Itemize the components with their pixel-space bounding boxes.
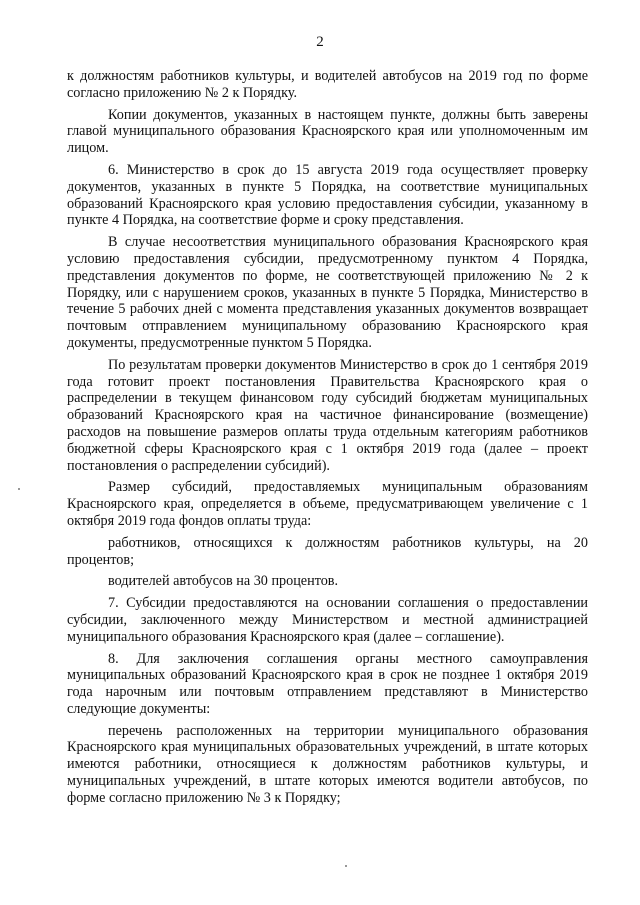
scan-speck: [345, 865, 347, 867]
page-number: 2: [316, 34, 324, 50]
paragraph-institutions-list: перечень расположенных на территории муниципального образования Красноярского края муниципальных образовательных учреждений, в штате которых имеются работники, относящиеся к должностям работников культуры, и муниципальных учреждений, в штате которых имеются водители автобусов, по форме согласно приложению № 3 к Порядку;: [67, 722, 588, 806]
paragraph-nonconformity: В случае несоответствия муниципального образования Красноярского края условию предоставления субсидии, предусмотренному пунктом 4 Порядка, представления документов по форме, не соответствующей приложению № 2 к Порядку, или с нарушением сроков, указанных в пункте 5 Порядка, Министерство в течение 5 рабочих дней с момента представления указанных документов возвращает почтовым отправлением муниципальному образованию Красноярского края документы, предусмотренные пунктом 5 Порядка.: [67, 234, 588, 351]
paragraph-item-8: 8. Для заключения соглашения органы местного самоуправления муниципальных образований Красноярского края в срок не позднее 1 октября 2019 года нарочным или почтовым отправлением представляют в Министерство следующие документы:: [67, 650, 588, 717]
paragraph-bus-drivers: водителей автобусов на 30 процентов.: [108, 573, 339, 590]
paragraph-item-6: 6. Министерство в срок до 15 августа 2019 года осуществляет проверку документов, указанных в пункте 5 Порядка, на соответствие муниципальных образований Красноярского края условию предоставления субсидии, указанному в пункте 4 Порядка, на соответствие форме и сроку представления.: [67, 161, 588, 229]
paragraph-copies-certification: Копии документов, указанных в настоящем пункте, должны быть заверены главой муниципального образования Красноярского края или уполномоченным им лицом.: [67, 106, 588, 157]
scan-speck: [18, 488, 20, 490]
paragraph-item-7: 7. Субсидии предоставляются на основании соглашения о предоставлении субсидии, заключенного между Министерством и местной администрацией муниципального образования Красноярского края (далее – соглашение).: [67, 595, 588, 645]
document-body: [67, 68, 588, 812]
paragraph-continuation: к должностям работников культуры, и водителей автобусов на 2019 год по форме согласно приложению № 2 к Порядку.: [67, 68, 588, 101]
paragraph-subsidy-size: Размер субсидий, предоставляемых муниципальным образованиям Красноярского края, определяется в объеме, предусматривающем увеличение с 1 октября 2019 года фондов оплаты труда:: [67, 479, 588, 529]
paragraph-verification-results: По результатам проверки документов Министерство в срок до 1 сентября 2019 года готовит проект постановления Правительства Красноярского края о распределении в текущем финансовом году субсидий бюджетам муниципальных образований Красноярского края на частичное финансирование (возмещение) расходов на повышение размеров оплаты труда отдельным категориям работников бюджетной сферы Красноярского края с 1 октября 2019 года (далее – проект постановления о распределении субсидий).: [67, 356, 588, 474]
paragraph-culture-workers: работников, относящихся к должностям работников культуры, на 20 процентов;: [67, 534, 588, 568]
